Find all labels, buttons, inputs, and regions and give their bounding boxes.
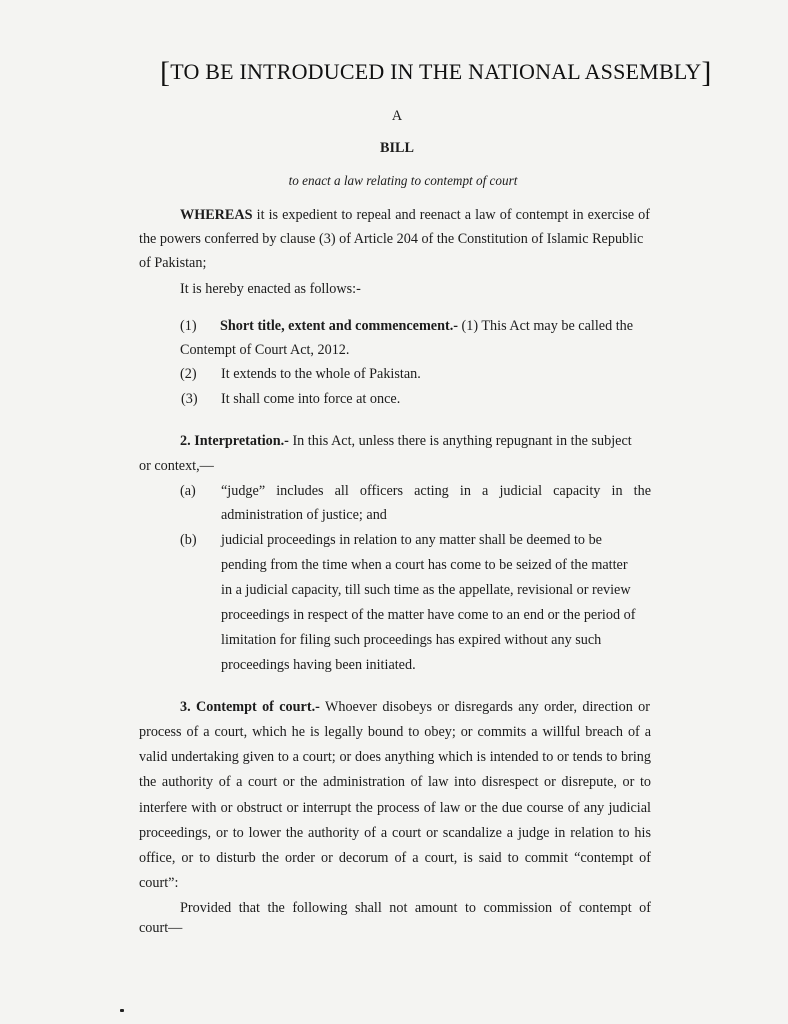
- section-3-line: process of a court, which he is legally bound to obey; or commits a willful breach of a: [139, 724, 651, 740]
- section-1-sub-2-number: (2): [180, 366, 197, 382]
- preamble-text: it is expedient to repeal and reenact a law of contempt in exercise of: [256, 207, 651, 223]
- section-2-heading: 2. Interpretation.-: [180, 433, 289, 449]
- header-title: TO BE INTRODUCED IN THE NATIONAL ASSEMBLY: [170, 59, 702, 84]
- open-bracket: [: [160, 56, 171, 89]
- page-header: [160, 56, 712, 90]
- clause-b-line: pending from the time when a court has come to be seized of the matter: [221, 557, 628, 573]
- preamble-line-3: of Pakistan;: [139, 255, 207, 271]
- clause-b-line: proceedings having been initiated.: [221, 657, 416, 673]
- bill-title: BILL: [380, 140, 414, 156]
- section-3-last-line: court”:: [139, 875, 179, 891]
- clause-a-number: (a): [180, 483, 196, 499]
- section-1-line-2: Contempt of Court Act, 2012.: [180, 342, 350, 358]
- bill-purpose: to enact a law relating to contempt of court: [288, 173, 518, 188]
- clause-b-line: proceedings in respect of the matter have come to an end or the period of: [221, 607, 636, 623]
- section-3-line: office, or to disturb the order or decorum of a court, is said to commit “contempt of: [139, 850, 651, 866]
- close-bracket: ]: [701, 56, 712, 89]
- section-3-line: interfere with or obstruct or interrupt the process of law or the due course of any judicial: [139, 800, 651, 816]
- section-2-line-2: or context,—: [139, 458, 214, 474]
- proviso-line-1: Provided that the following shall not amount to commission of contempt of: [180, 900, 651, 916]
- proviso-line-2: court—: [139, 920, 183, 936]
- clause-a-line-2: administration of justice; and: [221, 507, 387, 523]
- section-3-line-1: [180, 699, 650, 716]
- section-3-line: valid undertaking given to a court; or does anything which is intended to or tends to bring: [139, 749, 651, 765]
- section-2-line-1: [180, 433, 632, 450]
- clause-b-line: limitation for filing such proceedings has expired without any such: [221, 632, 602, 648]
- section-3-text: Whoever disobeys or disregards any order, direction or: [324, 699, 650, 715]
- bill-article: A: [391, 108, 403, 124]
- clause-b-line: judicial proceedings in relation to any matter shall be deemed to be: [221, 532, 602, 548]
- clause-b-line: in a judicial capacity, till such time as the appellate, revisional or review: [221, 582, 631, 598]
- section-1-line-1: [220, 318, 633, 335]
- section-1-sub-2-text: It extends to the whole of Pakistan.: [221, 366, 421, 382]
- section-1-sub-3-text: It shall come into force at once.: [221, 391, 401, 407]
- clause-b-number: (b): [180, 532, 197, 548]
- scan-mark: [120, 1009, 124, 1012]
- section-1-text: (1) This Act may be called the: [461, 318, 634, 334]
- section-3-heading: 3. Contempt of court.-: [180, 699, 320, 715]
- section-1-heading: Short title, extent and commencement.-: [220, 318, 458, 334]
- section-2-text: In this Act, unless there is anything repugnant in the subject: [292, 433, 632, 449]
- clause-a-line-1: “judge” includes all officers acting in a judicial capacity in the: [221, 483, 651, 499]
- section-1-sub-3-number: (3): [181, 391, 198, 407]
- section-3-line: the authority of a court or the administration of law into disrespect or disrepute, or to: [139, 774, 651, 790]
- preamble-line-2: the powers conferred by clause (3) of Article 204 of the Constitution of Islamic Republic: [139, 231, 644, 247]
- section-3-line: proceedings, or to lower the authority of a court or scandalize a judge in relation to his: [139, 825, 651, 841]
- preamble-line-1: [180, 207, 650, 224]
- enacting-clause: It is hereby enacted as follows:-: [180, 281, 361, 297]
- section-1-number: (1): [180, 318, 197, 334]
- preamble-lead: WHEREAS: [180, 207, 253, 223]
